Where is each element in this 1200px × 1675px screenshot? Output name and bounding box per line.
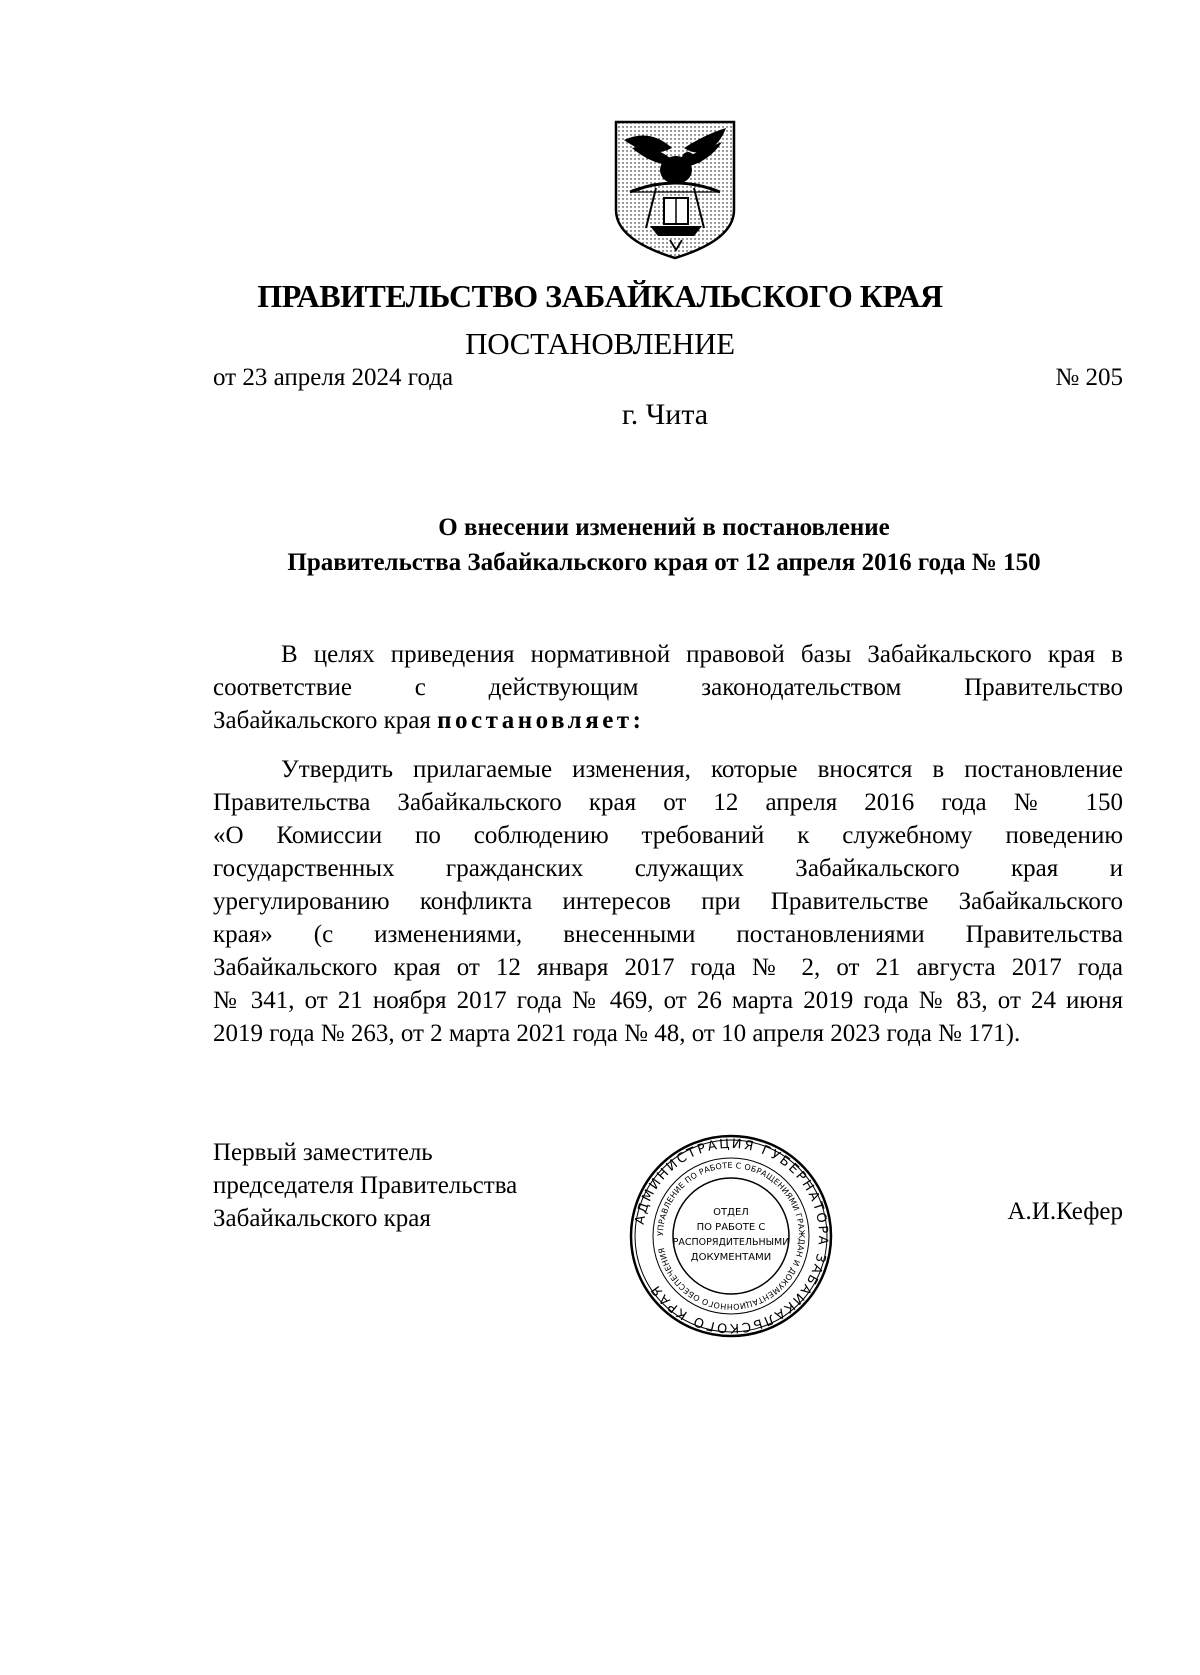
paragraph-line: государственных гражданских служащих Забайкальского края и (213, 855, 1123, 882)
seal-outer-text: АДМИНИСТРАЦИЯ ГУБЕРНАТОРА ЗАБАЙКАЛЬСКОГО КРАЯ (632, 1136, 831, 1336)
paragraph-line: 2019 года № 263, от 2 марта 2021 года № 48, от 10 апреля 2023 года № 171). (213, 1020, 1021, 1047)
paragraph-line: соответствие с действующим законодательством Правительство (213, 674, 1123, 701)
svg-text:УПРАВЛЕНИЕ ПО РАБОТЕ С ОБРАЩЕН (656, 1161, 806, 1311)
seal-center-line: ПО РАБОТЕ С (696, 1222, 766, 1233)
signer-position (213, 1136, 517, 1235)
official-seal-icon (628, 1133, 834, 1339)
heading-line: Правительства Забайкальского края от 12 апреля 2016 года № 150 (287, 549, 1041, 576)
paragraph-line: Забайкальского края от 12 января 2017 года № 2, от 21 августа 2017 года (213, 954, 1123, 981)
government-title: ПРАВИТЕЛЬСТВО ЗАБАЙКАЛЬСКОГО КРАЯ (257, 278, 943, 314)
paragraph-line: края» (с изменениями, внесенными постановлениями Правительства (213, 921, 1123, 948)
document-date: от 23 апреля 2024 года (213, 364, 454, 391)
seal-center-line: ОТДЕЛ (713, 1207, 749, 1218)
document-type: ПОСТАНОВЛЕНИЕ (465, 326, 735, 361)
seal-center-line: РАСПОРЯДИТЕЛЬНЫМИ (672, 1237, 790, 1248)
document-heading (0, 510, 1200, 580)
signer-name: А.И.Кефер (1007, 1198, 1123, 1225)
signer-position-line: председателя Правительства (213, 1172, 518, 1199)
paragraph-line: В целях приведения нормативной правовой базы Забайкальского края в (281, 641, 1123, 668)
decree-word: постановляет: (437, 707, 645, 734)
document-city: г. Чита (621, 398, 709, 431)
paragraph-line-text: Забайкальского края (213, 707, 438, 734)
signer-position-line: Первый заместитель (213, 1139, 433, 1166)
operative-paragraph (213, 753, 1123, 1050)
heading-line: О внесении изменений в постановление (438, 514, 890, 541)
paragraph-line: № 341, от 21 ноября 2017 года № 469, от 26 марта 2019 года № 83, от 24 июня (213, 987, 1123, 1014)
paragraph-line: урегулированию конфликта интересов при Правительстве Забайкальского (213, 888, 1123, 915)
coat-of-arms-icon (610, 118, 740, 263)
signer-position-line: Забайкальского края (213, 1205, 431, 1232)
paragraph-line: Правительства Забайкальского края от 12 апреля 2016 года № 150 (213, 789, 1123, 816)
seal-inner-text: УПРАВЛЕНИЕ ПО РАБОТЕ С ОБРАЩЕНИЯМИ ГРАЖДАН И ДОКУМЕНТАЦИОННОГО ОБЕСПЕЧЕНИЯ (655, 1160, 807, 1312)
paragraph-line (213, 704, 1123, 737)
document-number: № 205 (1055, 364, 1123, 391)
paragraph-line: «О Комиссии по соблюдению требований к служебному поведению (213, 822, 1123, 849)
paragraph-line: Утвердить прилагаемые изменения, которые вносятся в постановление (281, 756, 1123, 783)
preamble-paragraph (213, 638, 1123, 737)
seal-center-line: ДОКУМЕНТАМИ (690, 1252, 772, 1263)
